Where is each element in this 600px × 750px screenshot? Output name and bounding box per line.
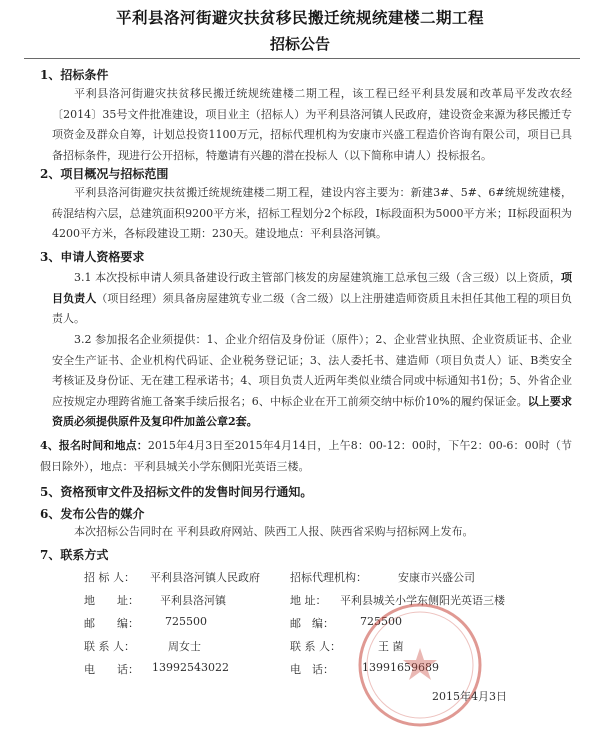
contact-label: 招 标 人：: [84, 571, 135, 584]
contact-value: 平利县洛河镇: [160, 594, 226, 607]
contact-value: 13992543022: [152, 661, 229, 674]
section-3-p1-emphasis: 项目负责人: [52, 271, 572, 305]
section-6-heading: 6、发布公告的媒介: [40, 507, 145, 521]
section-3-p1-text-c: （项目经理）须具备房屋建筑专业二级（含二级）以上注册建造师资质且未担任其他工程的项目负责人。: [52, 291, 573, 325]
contact-value: 周女士: [168, 640, 201, 653]
contact-row: [40, 638, 580, 658]
contact-label: 地 址：: [290, 594, 327, 607]
contact-value: 平利县城关小学东侧阳光英语三楼: [340, 594, 505, 607]
contact-row: [40, 569, 580, 589]
contact-value: 13991659689: [362, 661, 439, 674]
contact-label: 邮 编：: [84, 617, 139, 630]
section-3-p1-text-a: 3.1 本次投标申请人须具备建设行政主管部门核发的房屋建筑施工总承包三级（含三级）以上资质，: [74, 271, 561, 284]
section-3-paragraph-2: [52, 330, 572, 433]
section-3-heading: 3、申请人资格要求: [40, 250, 145, 264]
document-subtitle: 招标公告: [269, 35, 330, 53]
contact-label: 联 系 人：: [84, 640, 135, 653]
section-2-heading: 2、项目概况与招标范围: [40, 167, 169, 181]
contact-label: 地 址：: [84, 594, 139, 607]
section-4-heading: 4、报名时间和地点：: [40, 439, 148, 452]
contact-label: 电 话：: [84, 663, 139, 676]
section-3-p2-emphasis: 以上要求资质必须提供原件及复印件加盖公章2套。: [52, 394, 572, 428]
title-divider: [24, 58, 580, 59]
contact-label: 联 系 人：: [290, 640, 341, 653]
section-5-heading: 5、资格预审文件及招标文件的发售时间另行通知。: [40, 485, 313, 499]
contact-value: 725500: [165, 615, 207, 628]
contact-row: [40, 592, 580, 612]
section-1-heading: 1、招标条件: [40, 68, 109, 82]
section-7-heading: 7、联系方式: [40, 548, 109, 562]
section-4-body: 2015年4月3日至2015年4月14日，上午8：00-12：00时，下午2：00-6：00时（节假日除外），地点：平利县城关小学东侧阳光英语三楼。: [40, 439, 572, 473]
section-6-body: 本次招标公告同时在 平利县政府网站、陕西工人报、陕西省采购与招标网上发布。: [74, 525, 474, 538]
contact-row: [40, 661, 580, 681]
contact-label: 邮 编：: [290, 617, 334, 630]
section-3-p2-text: 3.2 参加报名企业须提供：1、企业介绍信及身份证（原件）；2、企业营业执照、企业资质证书、企业安全生产证书、企业机构代码证、企业税务登记证；3、法人委托书、建造师（项目负责人）证、B类安全考核证及身份证、无在建工程承诺书；4、项目负责人近两年类似业绩合同或中标通知书1份；5、外省企业应按规定办理跨省施工备案手续后报名；6、中标企业在开工前须交纳中标价10%的履约保证金。: [52, 333, 572, 408]
contact-value: 平利县洛河镇人民政府: [150, 571, 260, 584]
official-seal-stamp: [355, 600, 485, 730]
document-title: 平利县洛河街避灾扶贫移民搬迁统规统建楼二期工程: [115, 8, 484, 27]
contact-value: 王 菌: [378, 640, 404, 653]
issue-date: 2015年4月3日: [432, 690, 507, 703]
section-3-paragraph-1: [52, 268, 572, 330]
seal-star-icon: [403, 648, 437, 680]
section-2-body: 平利县洛河街避灾扶贫搬迁统规统建楼二期工程，建设内容主要为：新建3#、5#、6#统规统建楼，砖混结构六层，总建筑面积9200平方米，招标工程划分2个标段，I标段面积为5000平方米；II标段面积为4200平方米，各标段建设工期：230天。建设地点：平利县洛河镇。: [52, 186, 572, 240]
contact-row: [40, 615, 580, 635]
section-4: [40, 436, 572, 477]
contact-label: 招标代理机构：: [290, 571, 367, 584]
contact-label: 电 话：: [290, 663, 334, 676]
section-1-body: 平利县洛河街避灾扶贫移民搬迁统规统建楼二期工程，该工程已经平利县发展和改革局平发改农经〔2014〕35号文件批准建设，项目业主（招标人）为平利县洛河镇人民政府，建设资金来源为移民搬迁专项资金及群众自筹，计划总投资1100万元，招标代理机构为安康市兴盛工程造价咨询有限公司，项目已具备招标条件，现进行公开招标，特邀请有兴趣的潜在投标人（以下简称申请人）投标报名。: [52, 87, 572, 162]
contact-value: 725500: [360, 615, 402, 628]
contact-value: 安康市兴盛公司: [398, 571, 475, 584]
